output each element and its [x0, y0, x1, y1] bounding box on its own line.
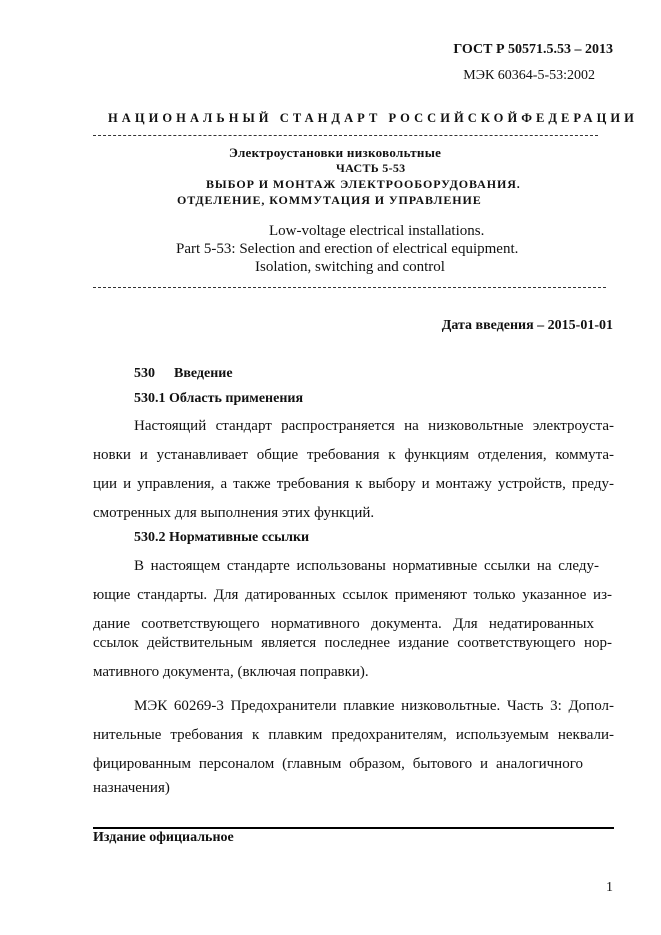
- reference-line: фицированным персоналом (главным образом, бытового и аналогичного: [93, 756, 583, 772]
- introduction-date: Дата введения – 2015-01-01: [441, 318, 613, 333]
- iec-code: МЭК 60364-5-53:2002: [463, 68, 595, 83]
- page-number: 1: [606, 880, 613, 895]
- national-standard-heading: НАЦИОНАЛЬНЫЙ СТАНДАРТ РОССИЙСКОЙФЕДЕРАЦИИ: [108, 111, 638, 125]
- standard-code: ГОСТ Р 50571.5.53 – 2013: [453, 42, 613, 57]
- edition-label: Издание официальное: [93, 830, 234, 845]
- title-en-line1: Low-voltage electrical installations.: [269, 223, 485, 239]
- title-ru-part: ЧАСТЬ 5-53: [336, 161, 406, 175]
- section-5302-heading: 530.2 Нормативные ссылки: [134, 530, 310, 545]
- section-530-title: Введение: [174, 366, 233, 381]
- section-530-number: 530: [134, 366, 155, 381]
- paragraph-line: ссылок действительным является последнее издание соответствующего нор-: [93, 635, 612, 651]
- title-en-line2: Part 5-53: Selection and erection of electrical equipment.: [176, 241, 519, 257]
- title-ru-line4: ОТДЕЛЕНИЕ, КОММУТАЦИЯ И УПРАВЛЕНИЕ: [177, 193, 482, 207]
- paragraph-line: В настоящем стандарте использованы нормативные ссылки на следу-: [134, 558, 599, 574]
- paragraph-line: Настоящий стандарт распространяется на низковольтные электроуста-: [134, 418, 614, 434]
- paragraph-line: дание соответствующего нормативного документа. Для недатированных: [93, 616, 594, 632]
- paragraph-line: мативного документа, (включая поправки).: [93, 664, 369, 680]
- footer-rule: [93, 827, 614, 829]
- reference-line: МЭК 60269-3 Предохранители плавкие низковольтные. Часть 3: Допол-: [134, 698, 614, 714]
- dashed-divider-top: [93, 135, 598, 136]
- paragraph-line: ции и управления, а также требования к выбору и монтажу устройств, преду-: [93, 476, 614, 492]
- dashed-divider-bottom: [93, 287, 606, 288]
- reference-line: нительные требования к плавким предохранителям, используемым неквали-: [93, 727, 614, 743]
- title-ru-line1: Электроустановки низковольтные: [229, 145, 442, 160]
- title-en-line3: Isolation, switching and control: [255, 259, 445, 275]
- title-ru-line3: ВЫБОР И МОНТАЖ ЭЛЕКТРООБОРУДОВАНИЯ.: [206, 177, 521, 191]
- reference-line: назначения): [93, 780, 170, 796]
- paragraph-line: ющие стандарты. Для датированных ссылок применяют только указанное из-: [93, 587, 612, 603]
- paragraph-line: новки и устанавливает общие требования к функциям отделения, коммута-: [93, 447, 614, 463]
- section-5301-heading: 530.1 Область применения: [134, 391, 304, 406]
- paragraph-line: смотренных для выполнения этих функций.: [93, 505, 375, 521]
